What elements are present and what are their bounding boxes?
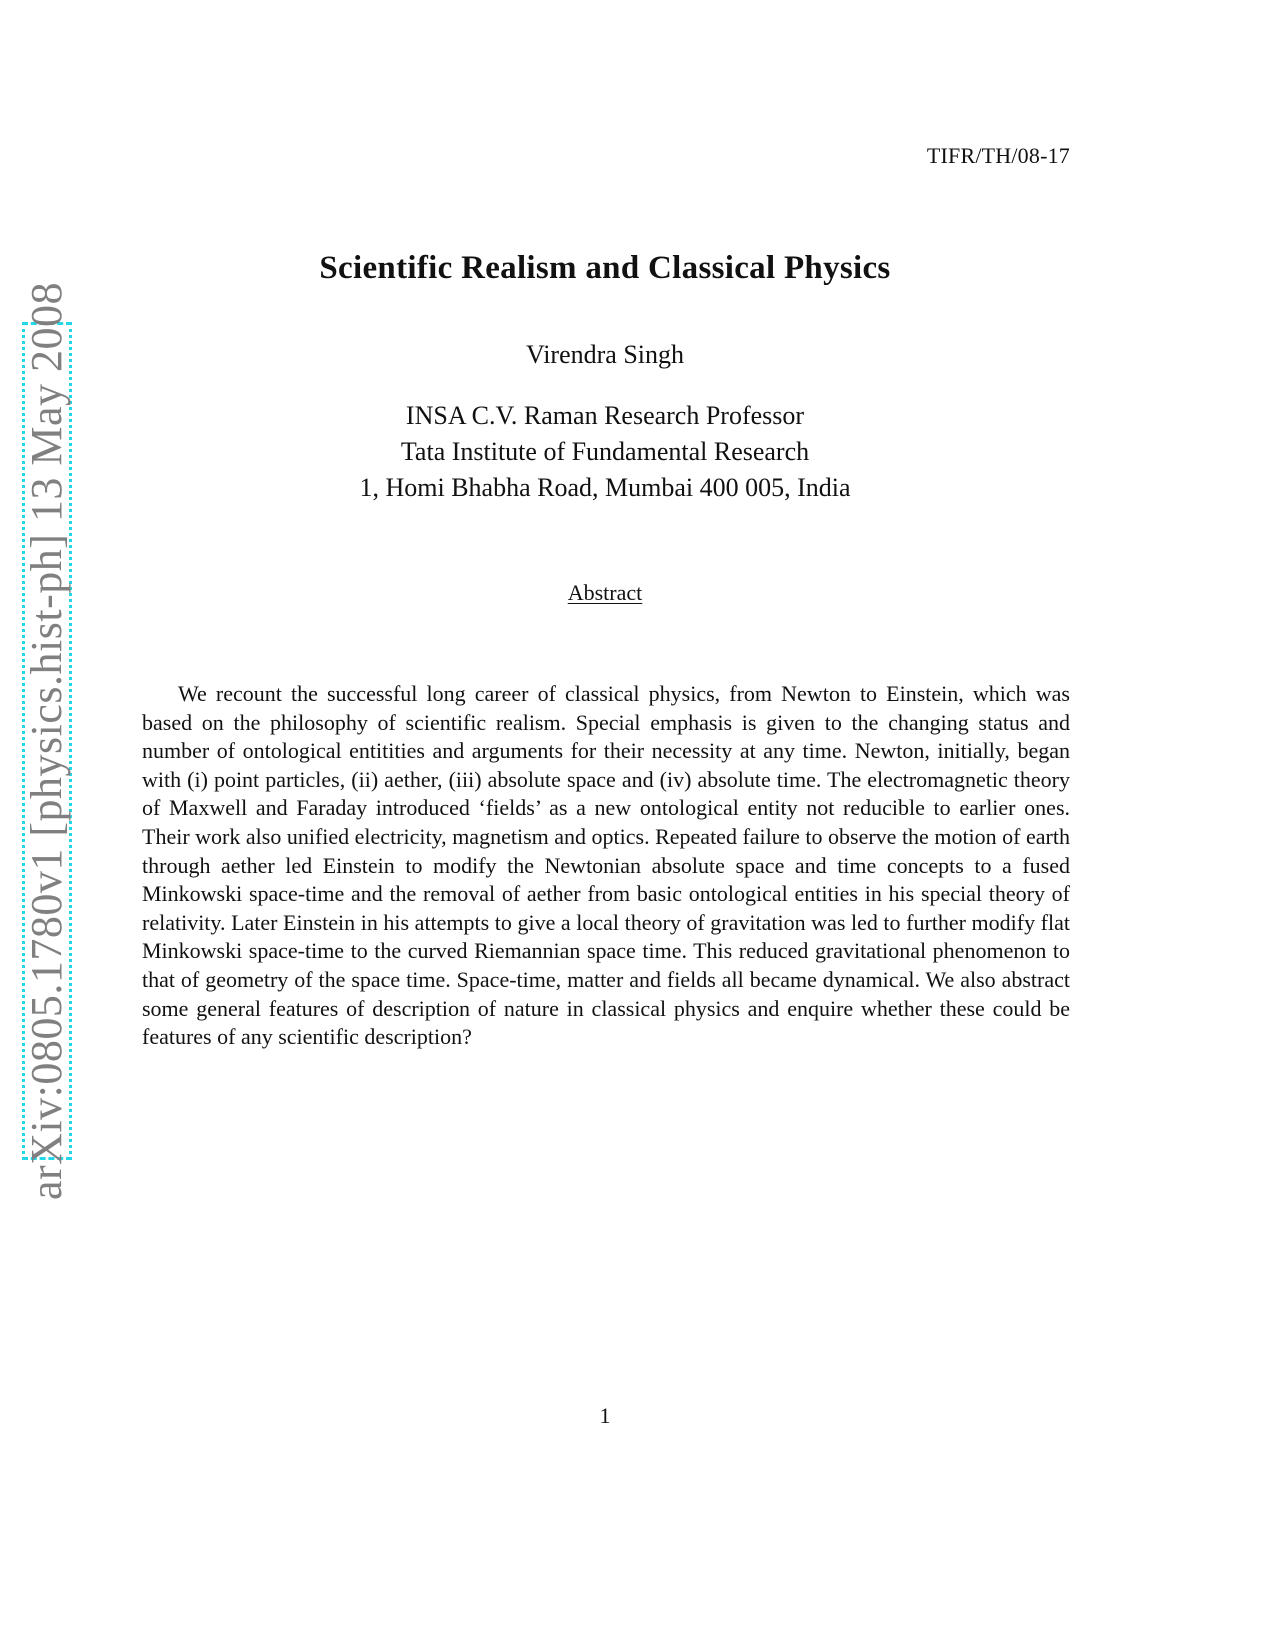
abstract-body: We recount the successful long career of classical physics, from Newton to Einstein, which was based on the philosophy of scientific realism. Special emphasis is given to the changing status and number of ontological entitities and arguments for their necessity at any time. Newton, initially, began with (i) point particles, (ii) aether, (iii) absolute space and (iv) absolute time. The electromagnetic theory of Maxwell and Faraday introduced ‘fields’ as a new ontological entity not reducible to earlier ones. Their work also unified electricity, magnetism and optics. Repeated failure to observe the motion of earth through aether led Einstein to modify the Newtonian absolute space and time concepts to a fused Minkowski space-time and the removal of aether from basic ontological entities in his special theory of relativity. Later Einstein in his attempts to give a local theory of gravitation was led to further modify flat Minkowski space-time to the curved Riemannian space time. This reduced gravitational phenomenon to that of geometry of the space time. Space-time, matter and fields all became dynamical. We also abstract some general features of description of nature in classical physics and enquire whether these could be features of any scientific description? bbox=[142, 681, 1070, 1050]
paper-title: Scientific Realism and Classical Physics bbox=[319, 250, 891, 286]
author-affiliation bbox=[0, 398, 1210, 506]
author-name: Virendra Singh bbox=[525, 340, 685, 369]
affiliation-line-position: INSA C.V. Raman Research Professor bbox=[405, 401, 805, 430]
report-number: TIFR/TH/08-17 bbox=[926, 143, 1070, 168]
affiliation-line-address: 1, Homi Bhabha Road, Mumbai 400 005, India bbox=[359, 473, 851, 502]
abstract-heading-text: Abstract bbox=[567, 580, 643, 605]
page-number: 1 bbox=[599, 1403, 611, 1428]
abstract-heading bbox=[0, 580, 1210, 606]
arxiv-stamp-text: arXiv:0805.1780v1 [physics.hist-ph] 13 May 2008 bbox=[22, 281, 71, 1201]
affiliation-line-institute: Tata Institute of Fundamental Research bbox=[400, 437, 810, 466]
